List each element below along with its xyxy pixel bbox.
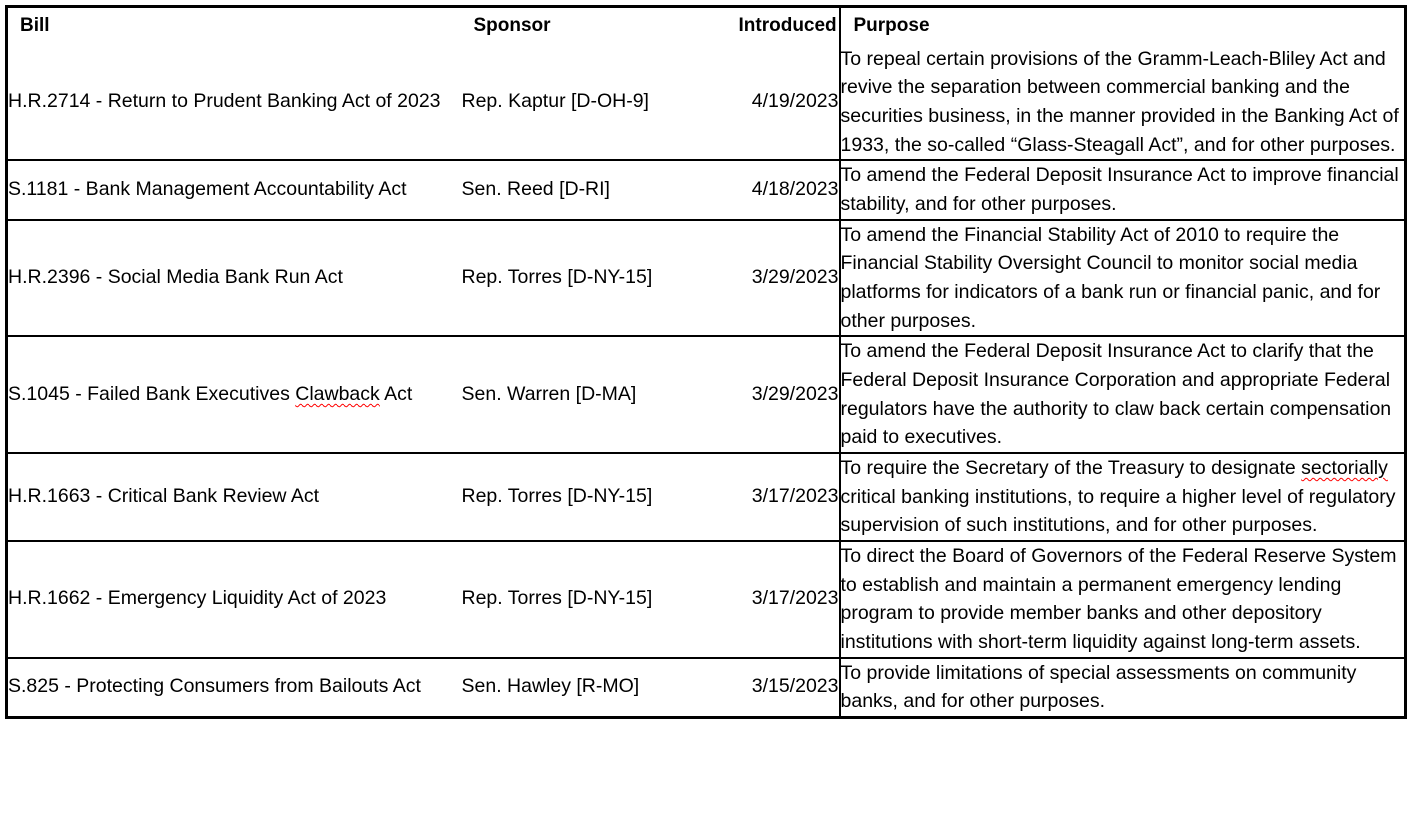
table-row [7,658,1406,718]
cell-bill: H.R.2714 - Return to Prudent Banking Act of 2023 [7,45,462,161]
cell-purpose: To direct the Board of Governors of the Federal Reserve System to establish and maintain a permanent emergency lending program to provide member banks and other depository institutions with short-term liquidity against long-term assets. [840,541,1406,658]
cell-sponsor: Rep. Kaptur [D-OH-9] [462,45,727,161]
cell-purpose: To amend the Federal Deposit Insurance Act to improve financial stability, and for other purposes. [840,160,1406,219]
banking-legislation-table [5,5,1407,719]
cell-bill: S.825 - Protecting Consumers from Bailouts Act [7,658,462,718]
cell-introduced: 4/19/2023 [727,45,840,161]
cell-purpose: To amend the Federal Deposit Insurance Act to clarify that the Federal Deposit Insurance Corporation and appropriate Federal regulators have the authority to claw back certain compensation paid to executives. [840,336,1406,453]
cell-purpose: To require the Secretary of the Treasury to designate sectorially critical banking institutions, to require a higher level of regulatory supervision of such institutions, and for other purposes. [840,453,1406,541]
cell-bill: S.1045 - Failed Bank Executives Clawback Act [7,336,462,453]
cell-sponsor: Sen. Warren [D-MA] [462,336,727,453]
cell-introduced: 4/18/2023 [727,160,840,219]
cell-sponsor: Rep. Torres [D-NY-15] [462,220,727,337]
cell-sponsor: Sen. Hawley [R-MO] [462,658,727,718]
cell-sponsor: Rep. Torres [D-NY-15] [462,453,727,541]
cell-purpose: To amend the Financial Stability Act of 2010 to require the Financial Stability Oversight Council to monitor social media platforms for indicators of a bank run or financial panic, and for other purposes. [840,220,1406,337]
cell-bill: H.R.1662 - Emergency Liquidity Act of 2023 [7,541,462,658]
table-row [7,160,1406,219]
column-header-sponsor: Sponsor [462,7,727,45]
table-row [7,45,1406,161]
table-row [7,541,1406,658]
table-header-row [7,7,1406,45]
column-header-purpose: Purpose [840,7,1406,45]
table-body [7,45,1406,718]
spellcheck-underline: Clawback [295,382,380,405]
cell-purpose: To repeal certain provisions of the Gramm-Leach-Bliley Act and revive the separation between commercial banking and the securities business, in the manner provided in the Banking Act of 1933, the so-called “Glass-Steagall Act”, and for other purposes. [840,45,1406,161]
column-header-bill: Bill [7,7,462,45]
cell-bill: H.R.1663 - Critical Bank Review Act [7,453,462,541]
cell-introduced: 3/17/2023 [727,541,840,658]
cell-introduced: 3/29/2023 [727,336,840,453]
cell-sponsor: Sen. Reed [D-RI] [462,160,727,219]
cell-bill: H.R.2396 - Social Media Bank Run Act [7,220,462,337]
cell-sponsor: Rep. Torres [D-NY-15] [462,541,727,658]
cell-introduced: 3/29/2023 [727,220,840,337]
cell-introduced: 3/17/2023 [727,453,840,541]
table-row [7,220,1406,337]
table-row [7,336,1406,453]
column-header-introduced: Introduced [727,7,840,45]
cell-purpose: To provide limitations of special assessments on community banks, and for other purposes. [840,658,1406,718]
cell-introduced: 3/15/2023 [727,658,840,718]
spellcheck-underline: sectorially [1301,456,1388,479]
cell-bill: S.1181 - Bank Management Accountability Act [7,160,462,219]
table-row [7,453,1406,541]
